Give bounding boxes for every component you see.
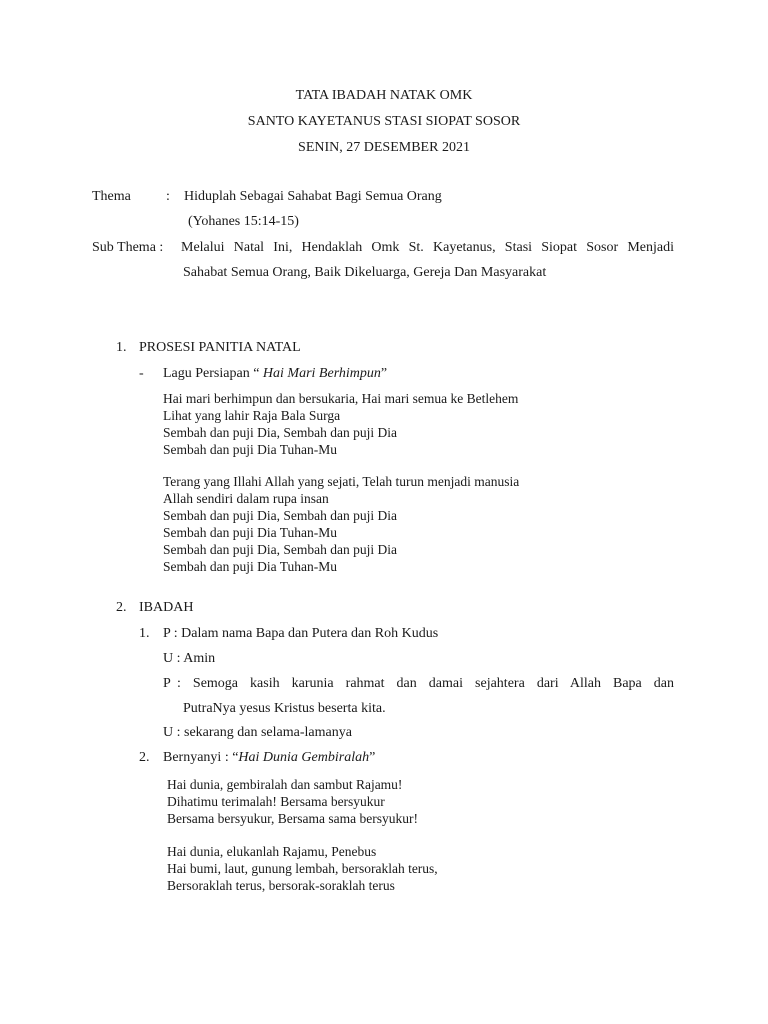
song-title-line-1: Lagu Persiapan “ Hai Mari Berhimpun” (163, 366, 388, 381)
lyric-line: Lihat yang lahir Raja Bala Surga (163, 408, 341, 423)
priest-label-2: P (163, 676, 171, 691)
subtheme-label: Sub Thema : (92, 240, 164, 255)
theme-colon: : (166, 189, 170, 204)
priest-line-1: P : Dalam nama Bapa dan Putera dan Roh Kudus (163, 626, 439, 641)
section-1-number: 1. (116, 340, 127, 355)
section-1-dash: - (139, 366, 144, 381)
document-title: TATA IBADAH NATAK OMK (295, 88, 473, 103)
lyric-line: Bersama bersyukur, Bersama sama bersyukur! (167, 811, 419, 826)
subtheme-text-line1: Melalui Natal Ini, Hendaklah Omk St. Kayetanus, Stasi Siopat Sosor Menjadi (181, 240, 674, 255)
lyric-line: Hai bumi, laut, gunung lembah, bersoraklah terus, (167, 861, 438, 876)
people-line-1: U : Amin (163, 651, 216, 666)
lyric-line: Allah sendiri dalam rupa insan (163, 491, 329, 506)
lyric-line: Terang yang Illahi Allah yang sejati, Telah turun menjadi manusia (163, 474, 520, 489)
lyric-line: Sembah dan puji Dia, Sembah dan puji Dia (163, 542, 397, 557)
lyric-line: Hai dunia, gembiralah dan sambut Rajamu! (167, 777, 403, 792)
lyric-line: Hai dunia, elukanlah Rajamu, Penebus (167, 844, 377, 859)
item-2-number: 2. (139, 750, 150, 765)
subtheme-text-line2: Sahabat Semua Orang, Baik Dikeluarga, Gereja Dan Masyarakat (183, 265, 547, 280)
priest-line-2: : Semoga kasih karunia rahmat dan damai sejahtera dari Allah Bapa dan (177, 676, 674, 691)
people-line-2: U : sekarang dan selama-lamanya (163, 725, 352, 740)
priest-line-2-cont: PutraNya yesus Kristus beserta kita. (183, 701, 386, 716)
lyric-line: Sembah dan puji Dia, Sembah dan puji Dia (163, 425, 397, 440)
section-1-title: PROSESI PANITIA NATAL (139, 340, 301, 355)
song-2-verse-2 (167, 843, 438, 894)
lyric-line: Hai mari berhimpun dan bersukaria, Hai mari semua ke Betlehem (163, 391, 519, 406)
document-date: SENIN, 27 DESEMBER 2021 (298, 140, 470, 155)
lyric-line: Sembah dan puji Dia Tuhan-Mu (163, 559, 337, 574)
section-2-number: 2. (116, 600, 127, 615)
song-1-verse-2 (163, 473, 519, 575)
song-1-verse-1 (163, 390, 518, 458)
lyric-line: Sembah dan puji Dia, Sembah dan puji Dia (163, 508, 397, 523)
item-1-number: 1. (139, 626, 150, 641)
lyric-line: Bersoraklah terus, bersorak-soraklah terus (167, 878, 395, 893)
song-2-verse-1 (167, 776, 418, 827)
lyric-line: Sembah dan puji Dia Tuhan-Mu (163, 525, 337, 540)
theme-label: Thema (92, 189, 131, 204)
lyric-line: Dihatimu terimalah! Bersama bersyukur (167, 794, 385, 809)
theme-reference: (Yohanes 15:14-15) (188, 214, 299, 229)
document-subtitle: SANTO KAYETANUS STASI SIOPAT SOSOR (247, 114, 521, 129)
lyric-line: Sembah dan puji Dia Tuhan-Mu (163, 442, 337, 457)
section-2-title: IBADAH (139, 600, 194, 615)
song-title-hai-mari-berhimpun: Hai Mari Berhimpun (262, 366, 381, 381)
song-title-line-2: Bernyanyi : “Hai Dunia Gembiralah” (163, 750, 376, 765)
song-title-hai-dunia-gembiralah: Hai Dunia Gembiralah (238, 750, 370, 765)
theme-text: Hiduplah Sebagai Sahabat Bagi Semua Orang (184, 189, 442, 204)
